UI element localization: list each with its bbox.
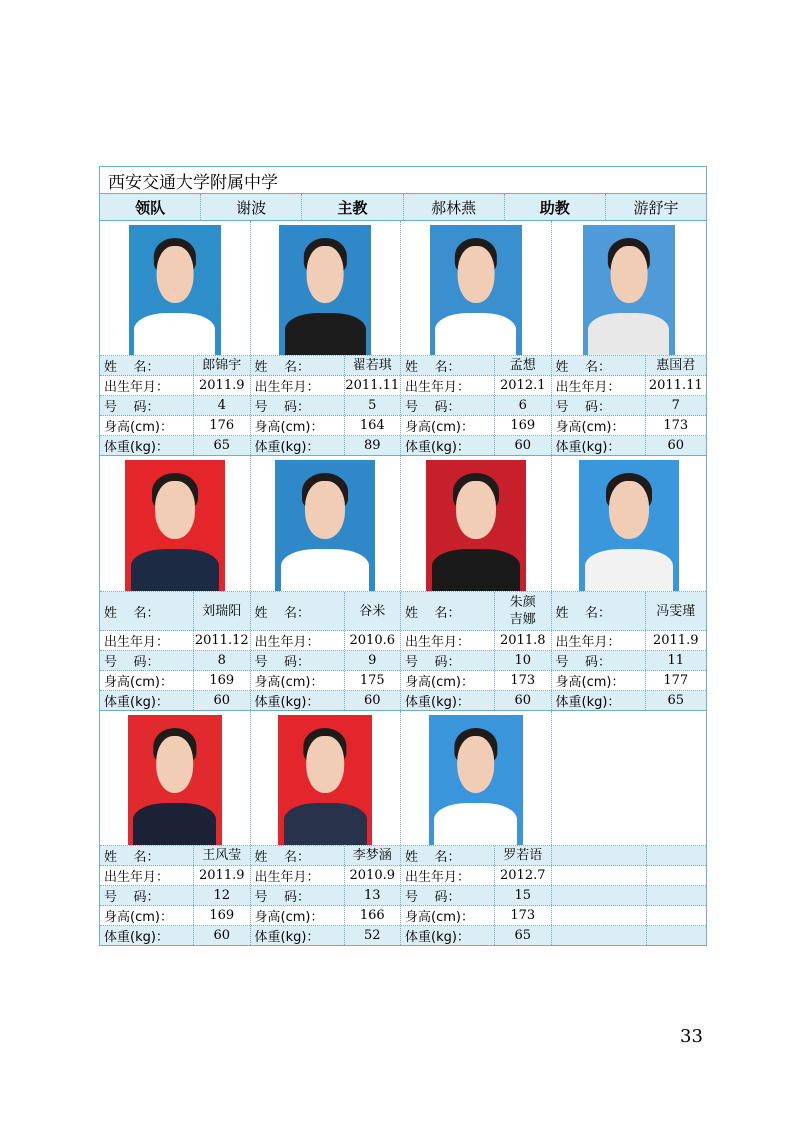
info-cell (100, 846, 251, 865)
info-cell (251, 926, 402, 945)
number-label: 号 码： (401, 886, 495, 905)
info-cell (251, 671, 402, 690)
info-cell (552, 691, 706, 710)
height-label: 身高(cm)： (552, 416, 646, 435)
info-cell (401, 376, 552, 395)
photo-shirt (432, 549, 520, 591)
photo-shirt (134, 313, 215, 355)
number-value: 5 (368, 398, 377, 413)
birth-label: 出生年月： (100, 376, 194, 395)
info-cell (552, 886, 706, 905)
number-value: 15 (514, 888, 532, 903)
birth-label: 出生年月： (100, 631, 194, 650)
name-value: 王风莹 (202, 848, 242, 863)
page-number: 33 (680, 1026, 703, 1047)
birth-label: 出生年月： (552, 631, 646, 650)
empty-cell (552, 846, 647, 865)
height-value: 173 (663, 418, 689, 433)
info-cell (401, 926, 552, 945)
info-cell (251, 886, 402, 905)
player-photo (579, 460, 679, 591)
info-cell (100, 671, 251, 690)
number-label: 号 码： (100, 396, 194, 415)
info-row-weight (100, 691, 706, 710)
number-label: 号 码： (251, 396, 345, 415)
player-photo (583, 225, 675, 355)
number-label: 号 码： (552, 396, 646, 415)
photo-cell (100, 221, 251, 355)
info-cell (100, 886, 251, 905)
number-label: 号 码： (401, 651, 495, 670)
weight-label: 体重(kg)： (401, 691, 495, 710)
name-label: 姓 名： (251, 846, 345, 865)
info-cell (251, 436, 402, 455)
info-cell (100, 926, 251, 945)
info-cell (401, 356, 552, 375)
staff-role-leader: 领队 (100, 194, 201, 220)
staff-name-leader: 谢波 (201, 194, 302, 220)
empty-cell (552, 926, 647, 945)
weight-value: 60 (514, 693, 532, 708)
name-label: 姓 名： (401, 592, 495, 630)
info-row-number (100, 886, 706, 906)
number-label: 号 码： (100, 651, 194, 670)
info-cell (552, 396, 706, 415)
photo-shirt (435, 313, 516, 355)
info-cell (100, 592, 251, 630)
staff-name-head-coach: 郝林燕 (404, 194, 505, 220)
photo-shirt (588, 313, 669, 355)
info-cell (251, 631, 402, 650)
photo-cell (251, 221, 402, 355)
info-cell (251, 592, 402, 630)
number-value: 8 (217, 653, 226, 668)
number-value: 4 (217, 398, 226, 413)
name-label: 姓 名： (552, 356, 646, 375)
photo-face (305, 481, 345, 539)
roster-table (99, 166, 707, 946)
player-block (100, 456, 706, 711)
info-row-birth (100, 376, 706, 396)
birth-label: 出生年月： (251, 631, 345, 650)
height-label: 身高(cm)： (401, 416, 495, 435)
player-block (100, 221, 706, 456)
info-cell (100, 416, 251, 435)
photo-shirt (281, 549, 369, 591)
info-cell (251, 866, 402, 885)
number-value: 9 (368, 653, 377, 668)
weight-value: 60 (667, 438, 685, 453)
number-value: 11 (667, 653, 685, 668)
name-label: 姓 名： (552, 592, 646, 630)
photo-cell (552, 221, 706, 355)
weight-label: 体重(kg)： (552, 436, 646, 455)
number-value: 7 (671, 398, 680, 413)
height-value: 173 (510, 908, 536, 923)
weight-label: 体重(kg)： (552, 691, 646, 710)
info-cell (552, 866, 706, 885)
info-cell (100, 906, 251, 925)
weight-label: 体重(kg)： (251, 691, 345, 710)
photo-row (100, 711, 706, 846)
height-label: 身高(cm)： (251, 906, 345, 925)
photo-cell (552, 456, 706, 591)
info-cell (401, 846, 552, 865)
photo-cell (100, 456, 251, 591)
weight-value: 60 (363, 693, 381, 708)
birth-value: 2011.9 (199, 378, 245, 393)
birth-value: 2011.9 (652, 633, 699, 648)
photo-row (100, 456, 706, 592)
info-cell (552, 416, 706, 435)
height-value: 166 (359, 908, 385, 923)
info-cell (552, 846, 706, 865)
info-cell (251, 416, 402, 435)
birth-value: 2011.12 (194, 633, 249, 648)
player-photo (429, 715, 523, 845)
birth-label: 出生年月： (251, 376, 345, 395)
info-cell (251, 651, 402, 670)
info-cell (552, 376, 706, 395)
name-value: 罗若语 (503, 848, 543, 863)
number-value: 6 (518, 398, 527, 413)
height-value: 173 (510, 673, 536, 688)
info-cell (251, 376, 402, 395)
info-cell (552, 592, 706, 630)
height-value: 169 (209, 908, 235, 923)
weight-value: 60 (213, 928, 231, 943)
name-value: 翟若琪 (352, 358, 392, 373)
birth-label: 出生年月： (401, 866, 495, 885)
empty-cell (552, 906, 647, 925)
player-photo (129, 225, 221, 355)
photo-cell (401, 711, 552, 845)
staff-role-assistant: 助教 (505, 194, 606, 220)
info-row-weight (100, 436, 706, 455)
photo-face (156, 246, 193, 303)
info-cell (401, 866, 552, 885)
info-cell (401, 631, 552, 650)
name-value: 刘瑞阳 (202, 603, 242, 619)
info-row-name (100, 592, 706, 631)
photo-shirt (131, 549, 219, 591)
photo-face (610, 246, 647, 303)
info-row-height (100, 416, 706, 436)
staff-name-assistant: 游舒宇 (633, 198, 679, 217)
school-title: 西安交通大学附属中学 (100, 167, 706, 194)
photo-cell (251, 456, 402, 591)
player-photo (279, 225, 371, 355)
number-label: 号 码： (401, 396, 495, 415)
number-label: 号 码： (100, 886, 194, 905)
info-cell (100, 376, 251, 395)
player-photo (278, 715, 372, 845)
weight-label: 体重(kg)： (100, 691, 194, 710)
photo-cell (401, 221, 552, 355)
birth-value: 2011.11 (345, 378, 400, 393)
info-row-name (100, 846, 706, 866)
height-label: 身高(cm)： (100, 416, 194, 435)
player-photo (128, 715, 222, 845)
photo-shirt (434, 803, 517, 845)
height-label: 身高(cm)： (401, 906, 495, 925)
name-value: 惠国君 (656, 358, 696, 373)
name-label: 姓 名： (251, 356, 345, 375)
name-label: 姓 名： (100, 846, 194, 865)
birth-value: 2012.7 (500, 868, 546, 883)
number-label: 号 码： (552, 651, 646, 670)
birth-label: 出生年月： (251, 866, 345, 885)
weight-value: 89 (363, 438, 381, 453)
info-row-number (100, 396, 706, 416)
info-cell (251, 846, 402, 865)
player-block (100, 711, 706, 945)
weight-label: 体重(kg)： (401, 436, 495, 455)
player-photo (430, 225, 522, 355)
height-value: 175 (359, 673, 385, 688)
birth-label: 出生年月： (100, 866, 194, 885)
photo-cell (401, 456, 552, 591)
birth-value: 2010.6 (349, 633, 395, 648)
info-cell (401, 671, 552, 690)
info-row-weight (100, 926, 706, 945)
weight-label: 体重(kg)： (100, 926, 194, 945)
name-value: 郎锦宇 (202, 358, 242, 373)
name-label: 姓 名： (401, 356, 495, 375)
weight-value: 65 (213, 438, 231, 453)
height-value: 164 (359, 418, 385, 433)
photo-face (306, 736, 344, 793)
info-cell (552, 926, 706, 945)
birth-value: 2011.8 (500, 633, 546, 648)
name-label: 姓 名： (100, 592, 194, 630)
weight-value: 65 (667, 693, 685, 708)
name-label: 姓 名： (251, 592, 345, 630)
info-cell (552, 631, 706, 650)
info-cell (552, 436, 706, 455)
info-cell (100, 356, 251, 375)
height-value: 169 (209, 673, 235, 688)
weight-value: 60 (213, 693, 231, 708)
weight-label: 体重(kg)： (251, 436, 345, 455)
birth-value: 2011.9 (199, 868, 245, 883)
staff-row (100, 194, 706, 221)
height-value: 169 (510, 418, 536, 433)
birth-value: 2010.9 (349, 868, 395, 883)
name-label: 姓 名： (401, 846, 495, 865)
name-value: 李梦涵 (352, 848, 392, 863)
info-cell (552, 671, 706, 690)
name-value: 朱颜吉娜 (509, 595, 536, 627)
photo-cell (552, 711, 706, 845)
number-label: 号 码： (251, 886, 345, 905)
info-cell (100, 651, 251, 670)
photo-cell (251, 711, 402, 845)
height-label: 身高(cm)： (100, 906, 194, 925)
info-cell (401, 691, 552, 710)
info-row-name (100, 356, 706, 376)
name-value: 谷米 (359, 603, 386, 619)
info-cell (251, 396, 402, 415)
info-cell (401, 906, 552, 925)
height-label: 身高(cm)： (251, 416, 345, 435)
weight-label: 体重(kg)： (251, 926, 345, 945)
empty-cell (552, 886, 647, 905)
photo-face (457, 246, 494, 303)
name-value: 冯雯瑾 (656, 603, 696, 619)
birth-label: 出生年月： (401, 376, 495, 395)
birth-label: 出生年月： (552, 376, 646, 395)
photo-face (156, 736, 194, 793)
photo-face (155, 481, 195, 539)
info-cell (552, 356, 706, 375)
info-cell (401, 416, 552, 435)
info-row-number (100, 651, 706, 671)
number-value: 13 (363, 888, 381, 903)
info-cell (100, 866, 251, 885)
photo-face (609, 481, 649, 539)
info-cell (251, 356, 402, 375)
info-cell (100, 436, 251, 455)
info-cell (552, 651, 706, 670)
info-row-birth (100, 866, 706, 886)
info-cell (100, 396, 251, 415)
name-label: 姓 名： (100, 356, 194, 375)
height-label: 身高(cm)： (401, 671, 495, 690)
number-value: 12 (213, 888, 231, 903)
info-row-height (100, 671, 706, 691)
player-photo (125, 460, 225, 591)
info-cell (401, 436, 552, 455)
weight-value: 65 (514, 928, 532, 943)
player-photo (426, 460, 526, 591)
info-cell (100, 691, 251, 710)
number-value: 10 (514, 653, 532, 668)
info-cell (251, 691, 402, 710)
player-photo (275, 460, 375, 591)
height-label: 身高(cm)： (251, 671, 345, 690)
photo-face (456, 481, 496, 539)
height-value: 176 (209, 418, 235, 433)
birth-value: 2011.11 (648, 378, 703, 393)
weight-value: 52 (363, 928, 381, 943)
weight-label: 体重(kg)： (100, 436, 194, 455)
staff-role-head-coach: 主教 (302, 194, 403, 220)
photo-shirt (285, 313, 366, 355)
weight-label: 体重(kg)： (401, 926, 495, 945)
photo-shirt (133, 803, 216, 845)
info-cell (251, 906, 402, 925)
weight-value: 60 (514, 438, 532, 453)
birth-value: 2012.1 (500, 378, 546, 393)
info-cell (100, 631, 251, 650)
height-label: 身高(cm)： (100, 671, 194, 690)
info-row-height (100, 906, 706, 926)
info-cell (401, 886, 552, 905)
name-value: 孟想 (509, 358, 536, 373)
height-label: 身高(cm)： (552, 671, 646, 690)
number-label: 号 码： (251, 651, 345, 670)
photo-shirt (585, 549, 673, 591)
photo-row (100, 221, 706, 356)
info-cell (401, 396, 552, 415)
photo-shirt (284, 803, 367, 845)
info-cell (401, 651, 552, 670)
info-cell (552, 906, 706, 925)
empty-cell (552, 866, 647, 885)
info-row-birth (100, 631, 706, 651)
height-value: 177 (663, 673, 689, 688)
photo-cell (100, 711, 251, 845)
photo-face (307, 246, 344, 303)
birth-label: 出生年月： (401, 631, 495, 650)
photo-face (457, 736, 495, 793)
info-cell (401, 592, 552, 630)
